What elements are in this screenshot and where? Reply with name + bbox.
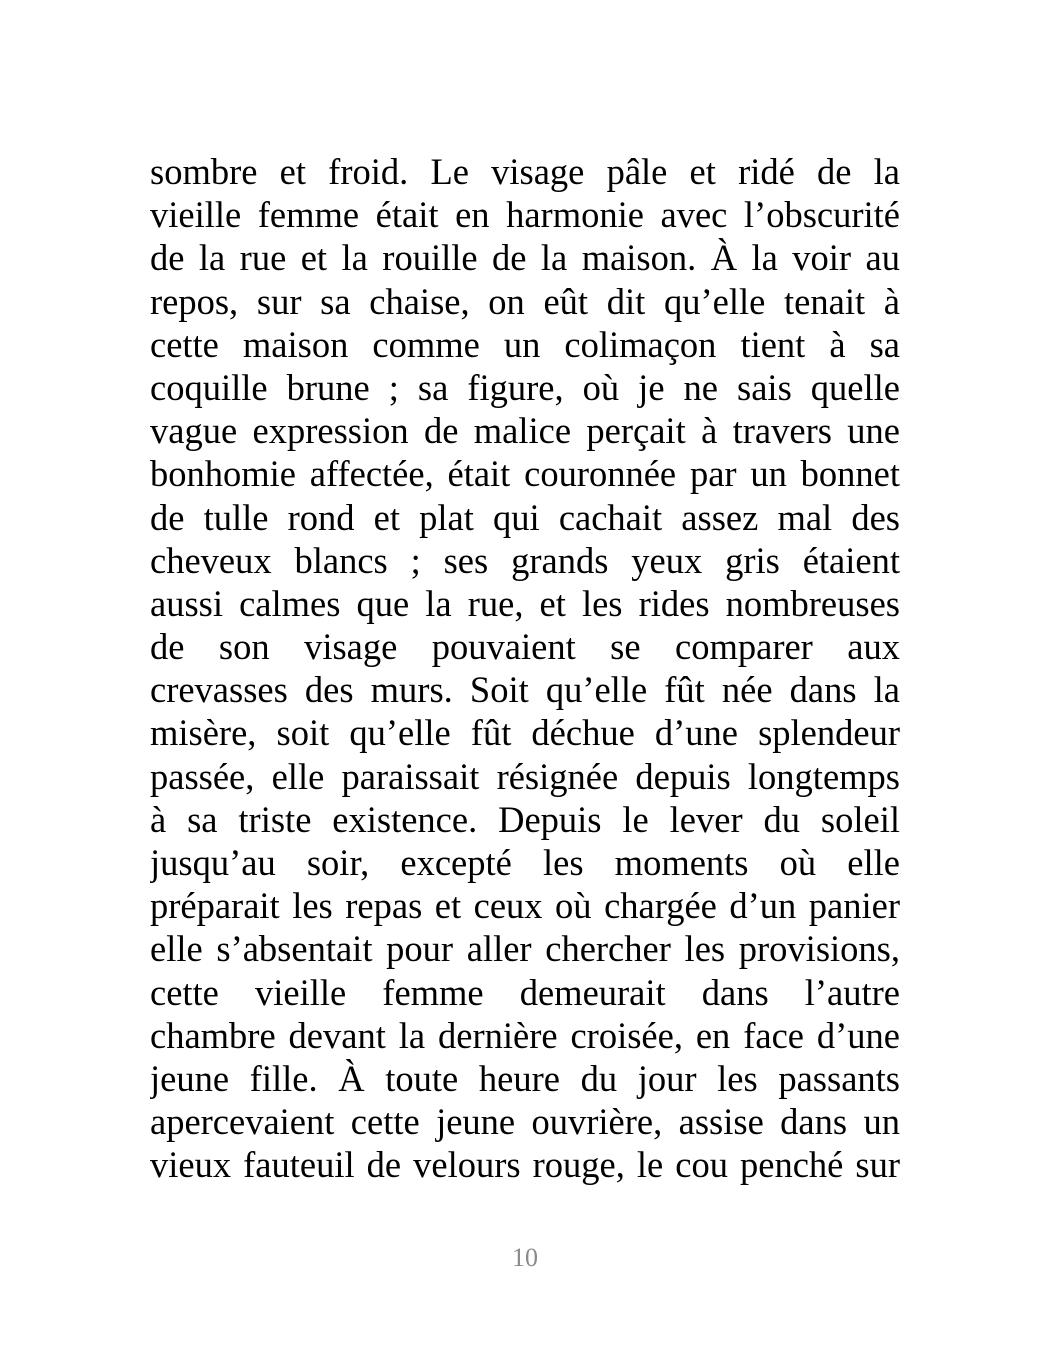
- text-line: jusqu’au soir, excepté les moments où elle: [150, 842, 900, 883]
- text-line: apercevaient cette jeune ouvrière, assise dans un: [150, 1101, 900, 1143]
- text-line: de son visage pouvaient se comparer aux: [150, 626, 900, 668]
- page-number: 10: [512, 1243, 538, 1272]
- text-line: cette vieille femme demeurait dans l’autre: [150, 971, 900, 1013]
- text-line: cheveux blancs ; ses grands yeux gris étaient: [150, 539, 900, 581]
- text-line: vieille femme était en harmonie avec l’obscurité: [150, 194, 900, 236]
- text-line: misère, soit qu’elle fût déchue d’une splendeur: [150, 712, 900, 754]
- text-line: vieux fauteuil de velours rouge, le cou penché sur: [150, 1144, 900, 1186]
- text-line: repos, sur sa chaise, on eût dit qu’elle tenait à: [150, 280, 900, 322]
- text-line: de tulle rond et plat qui cachait assez mal des: [150, 496, 900, 538]
- text-line: crevasses des murs. Soit qu’elle fût née dans la: [150, 669, 900, 711]
- text-line: bonhomie affectée, était couronnée par un bonnet: [150, 453, 900, 495]
- text-line: de la rue et la rouille de la maison. À la voir au: [150, 237, 900, 279]
- text-line: sombre et froid. Le visage pâle et ridé de la: [150, 151, 900, 192]
- text-line: elle s’absentait pour aller chercher les provisions,: [150, 928, 900, 970]
- text-line: chambre devant la dernière croisée, en face d’une: [150, 1014, 900, 1056]
- text-line: vague expression de malice perçait à travers une: [150, 410, 900, 452]
- text-line: coquille brune ; sa figure, où je ne sais quelle: [150, 366, 900, 408]
- text-line: cette maison comme un colimaçon tient à sa: [150, 323, 900, 365]
- text-line: à sa triste existence. Depuis le lever du soleil: [150, 798, 900, 840]
- text-line: jeune fille. À toute heure du jour les passants: [150, 1057, 900, 1099]
- text-line: aussi calmes que la rue, et les rides nombreuses: [150, 582, 900, 624]
- body-text: [150, 150, 900, 1187]
- text-line: préparait les repas et ceux où chargée d’un panier: [150, 885, 900, 927]
- text-line: passée, elle paraissait résignée depuis longtemps: [150, 755, 900, 797]
